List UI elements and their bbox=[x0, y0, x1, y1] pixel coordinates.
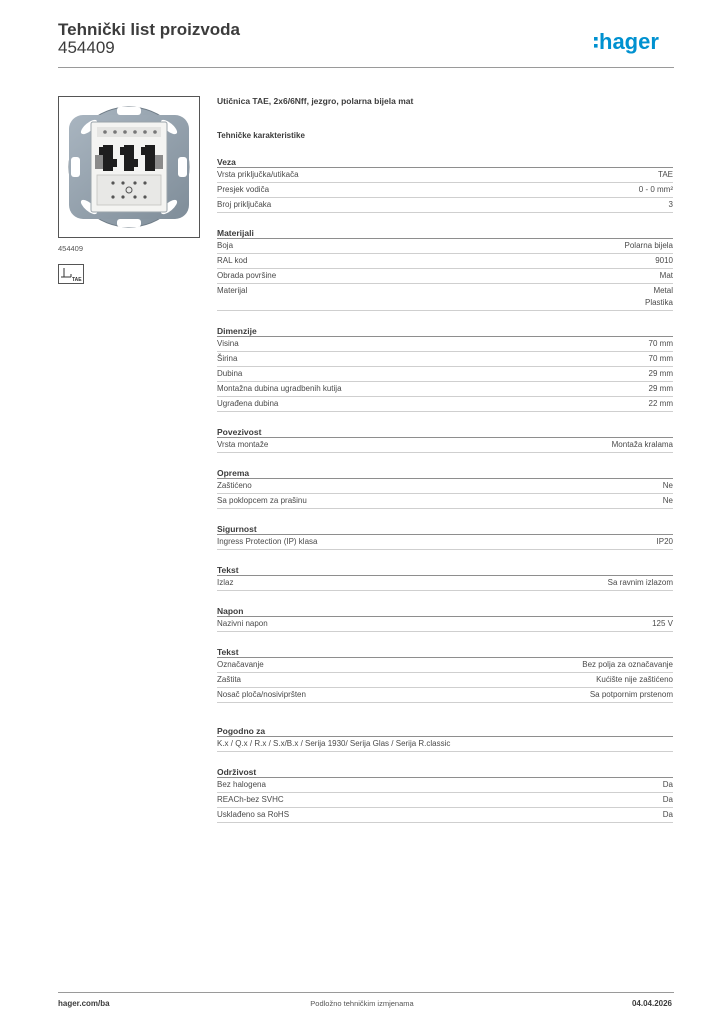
section-title: Tekst bbox=[217, 646, 673, 658]
spec-value: 125 V bbox=[652, 619, 673, 628]
image-caption: 454409 bbox=[58, 244, 84, 253]
hager-logo bbox=[594, 28, 674, 58]
product-image bbox=[58, 96, 200, 238]
section-title: Održivost bbox=[217, 766, 673, 778]
spec-label: Obrada površine bbox=[217, 271, 277, 280]
spec-section bbox=[217, 523, 673, 550]
spec-label: Vrsta montaže bbox=[217, 440, 269, 449]
spec-row bbox=[217, 808, 673, 823]
section-title: Povezivost bbox=[217, 426, 673, 438]
spec-row bbox=[217, 397, 673, 412]
logo-text: hager bbox=[599, 29, 659, 54]
spec-row bbox=[217, 254, 673, 269]
section-title: Sigurnost bbox=[217, 523, 673, 535]
spec-row bbox=[217, 168, 673, 183]
spec-label: Nazivni napon bbox=[217, 619, 268, 628]
spec-label: Presjek vodiča bbox=[217, 185, 270, 194]
spec-row bbox=[217, 284, 673, 311]
spec-label: REACh-bez SVHC bbox=[217, 795, 284, 804]
suitable-text: K.x / Q.x / R.x / S.x/B.x / Serija 1930/ Serija Glas / Serija R.classic bbox=[217, 739, 451, 748]
sustainability-section bbox=[217, 766, 673, 823]
spec-value: 3 bbox=[668, 200, 673, 209]
spec-label: Zaštita bbox=[217, 675, 242, 684]
spec-label: Montažna dubina ugradbenih kutija bbox=[217, 384, 342, 393]
spec-row bbox=[217, 576, 673, 591]
spec-row bbox=[217, 239, 673, 254]
spec-row bbox=[217, 617, 673, 632]
spec-value: Metal Plastika bbox=[644, 286, 673, 307]
section-title: Oprema bbox=[217, 467, 673, 479]
spec-label: Broj priključaka bbox=[217, 200, 272, 209]
spec-row bbox=[217, 688, 673, 703]
spec-value: Polarna bijela bbox=[624, 241, 673, 250]
spec-value: IP20 bbox=[656, 537, 673, 546]
spec-section bbox=[217, 156, 673, 213]
spec-content bbox=[217, 95, 673, 823]
sustainability-rows bbox=[217, 778, 673, 823]
spec-row bbox=[217, 352, 673, 367]
spec-value: 70 mm bbox=[648, 354, 673, 363]
header-divider bbox=[58, 67, 674, 68]
spec-value: Mat bbox=[659, 271, 673, 280]
spec-value: Kućište nije zaštićeno bbox=[596, 675, 673, 684]
spec-row bbox=[217, 535, 673, 550]
spec-row bbox=[217, 198, 673, 213]
spec-row bbox=[217, 778, 673, 793]
section-title: Napon bbox=[217, 605, 673, 617]
spec-label: Izlaz bbox=[217, 578, 234, 587]
section-title: Materijali bbox=[217, 227, 673, 239]
spec-row bbox=[217, 737, 673, 752]
spec-value: TAE bbox=[658, 170, 673, 179]
spec-label: Visina bbox=[217, 339, 239, 348]
spec-row bbox=[217, 479, 673, 494]
spec-section bbox=[217, 426, 673, 453]
spec-section bbox=[217, 227, 673, 311]
spec-value: 9010 bbox=[655, 256, 673, 265]
spec-label: Ugrađena dubina bbox=[217, 399, 279, 408]
spec-section bbox=[217, 325, 673, 412]
spec-label: Dubina bbox=[217, 369, 243, 378]
spec-section bbox=[217, 467, 673, 509]
spec-value: 70 mm bbox=[648, 339, 673, 348]
spec-value: Montaža kralama bbox=[611, 440, 673, 449]
spec-row bbox=[217, 438, 673, 453]
spec-label: Vrsta priključka/utikača bbox=[217, 170, 299, 179]
spec-label: Zaštićeno bbox=[217, 481, 252, 490]
spec-label: Ingress Protection (IP) klasa bbox=[217, 537, 318, 546]
spec-row bbox=[217, 494, 673, 509]
spec-row bbox=[217, 673, 673, 688]
footer-divider bbox=[58, 992, 674, 993]
spec-row bbox=[217, 658, 673, 673]
spec-label: Nosač ploča/nosivipršten bbox=[217, 690, 306, 699]
spec-value: Sa potpornim prstenom bbox=[589, 690, 673, 699]
page-title: Tehnički list proizvoda bbox=[58, 20, 240, 39]
spec-value: 0 - 0 mm² bbox=[638, 185, 673, 194]
product-code: 454409 bbox=[58, 38, 115, 57]
spec-sections bbox=[217, 156, 673, 703]
spec-value: Da bbox=[662, 810, 673, 819]
suitable-section bbox=[217, 725, 673, 752]
section-title: Pogodno za bbox=[217, 725, 673, 737]
spec-label: RAL kod bbox=[217, 256, 248, 265]
spec-row bbox=[217, 337, 673, 352]
section-title: Veza bbox=[217, 156, 673, 168]
spec-section bbox=[217, 646, 673, 703]
spec-row bbox=[217, 367, 673, 382]
spec-label: Materijal bbox=[217, 286, 248, 295]
spec-section bbox=[217, 605, 673, 632]
spec-value: Da bbox=[662, 795, 673, 804]
spec-label: Usklađeno sa RoHS bbox=[217, 810, 290, 819]
tae-icon-label: TAE bbox=[72, 277, 82, 283]
spec-row bbox=[217, 793, 673, 808]
spec-label: Širina bbox=[217, 354, 238, 363]
section-title: Dimenzije bbox=[217, 325, 673, 337]
spec-label: Boja bbox=[217, 241, 234, 250]
spec-row bbox=[217, 269, 673, 284]
spec-value: 29 mm bbox=[648, 384, 673, 393]
tae-socket-symbol-icon bbox=[58, 264, 84, 284]
product-name: Utičnica TAE, 2x6/6Nff, jezgro, polarna bijela mat bbox=[217, 96, 414, 106]
footer-note: Podložno tehničkim izmjenama bbox=[310, 999, 414, 1008]
section-title: Tekst bbox=[217, 564, 673, 576]
spec-label: Bez halogena bbox=[217, 780, 266, 789]
spec-row bbox=[217, 183, 673, 198]
spec-label: Sa poklopcem za prašinu bbox=[217, 496, 307, 505]
specs-heading: Tehničke karakteristike bbox=[217, 131, 305, 140]
spec-row bbox=[217, 382, 673, 397]
spec-value: 29 mm bbox=[648, 369, 673, 378]
spec-section bbox=[217, 564, 673, 591]
spec-value: Ne bbox=[662, 496, 673, 505]
spec-value: Ne bbox=[662, 481, 673, 490]
footer-website: hager.com/ba bbox=[58, 999, 110, 1008]
spec-label: Označavanje bbox=[217, 660, 264, 669]
spec-value: Sa ravnim izlazom bbox=[607, 578, 673, 587]
footer-date: 04.04.2026 bbox=[631, 999, 672, 1008]
spec-value: 22 mm bbox=[648, 399, 673, 408]
spec-value: Da bbox=[662, 780, 673, 789]
spec-value: Bez polja za označavanje bbox=[582, 660, 673, 669]
